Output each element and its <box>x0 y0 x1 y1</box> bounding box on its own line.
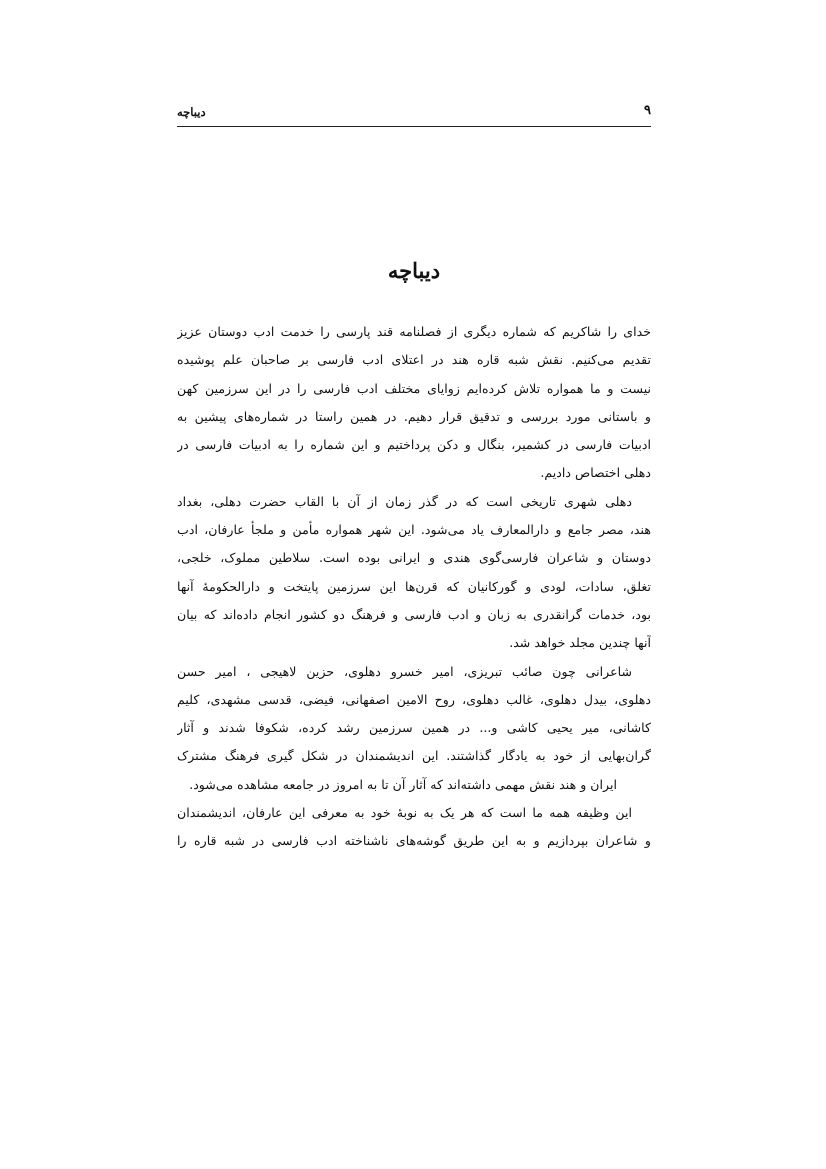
paragraph-1-line-1: خدای را شاکریم که شماره دیگری از فصلنامه قند پارسی را خدمت ادب دوستان عزیز <box>177 324 651 339</box>
page-number: ۹ <box>644 103 651 118</box>
paragraph-1-line-4: و باستانی مورد بررسی و تدقیق قرار دهیم. در همین راستا در شماره‌های پیشین به <box>177 408 651 424</box>
paragraph-1-line-5: ادبیات فارسی در کشمیر، بنگال و دکن پرداختیم و این شماره را به ادبیات فارسی در <box>177 437 651 453</box>
paragraph-4-line-1: این وظیفه همه ما است که هر یک به نوبهٔ خود به معرفی این عارفان، اندیشمندان <box>177 805 632 821</box>
paragraph-3-line-4: گران‌بهایی از خود به یادگار گذاشتند. این اندیشمندان در شکل گیری فرهنگ مشترک <box>177 748 651 764</box>
paragraph-3-line-1: شاعرانی چون صائب تبریزی، امیر خسرو دهلوی، حزین لاهیجی ، امیر حسن <box>177 663 632 679</box>
paragraph-2-line-6: آنها چندین مجلد خواهد شد. <box>509 635 651 651</box>
running-title: دیباچه <box>177 105 206 119</box>
paragraph-3-line-5: ایران و هند نقش مهمی داشته‌اند که آثار آن تا به امروز در جامعه مشاهده می‌شود. <box>189 776 617 792</box>
paragraph-2-line-2: هند، مصر جامع و دارالمعارف یاد می‌شود. این شهر همواره مأمن و ملجأ عارفان، ادب <box>177 522 651 538</box>
paragraph-2-line-1: دهلی شهری تاریخی است که در گذر زمان از آن با القاب حضرت دهلی، بغداد <box>177 493 632 509</box>
paragraph-2-line-4: تغلق، سادات، لودی و گورکانیان که قرن‌ها این سرزمین پایتخت و دارالحکومهٔ آنها <box>177 578 651 594</box>
paragraph-3-line-2: دهلوی، بیدل دهلوی، غالب دهلوی، روح الامین اصفهانی، فیضی، قدسی مشهدی، کلیم <box>177 691 651 707</box>
paragraph-1-line-6: دهلی اختصاص دادیم. <box>540 465 651 481</box>
paragraph-1-line-2: تقدیم می‌کنیم. نقش شبه قاره هند در اعتلای ادب فارسی بر صاحبان علم پوشیده <box>177 352 651 368</box>
paragraph-2-line-5: بود، خدمات گرانقدری به زبان و ادب فارسی و فرهنگ دو کشور انجام داده‌اند که بیان <box>177 606 651 622</box>
body-text <box>177 318 651 856</box>
paragraph-4-line-2: و شاعران بپردازیم و به این طریق گوشه‌های ناشناخته ادب فارسی در شبه قاره را <box>177 833 651 849</box>
page-header <box>177 100 651 127</box>
chapter-title: دیباچه <box>387 258 441 283</box>
paragraph-2-line-3: دوستان و شاعران فارسی‌گوی هندی و ایرانی بوده است. سلاطین مملوک، خلجی، <box>177 550 651 566</box>
paragraph-3-line-3: کاشانی، میر یحیی کاشی و... در همین سرزمین رشد کرده، شکوفا شدند و آثار <box>177 720 651 736</box>
paragraph-1-line-3: نیست و ما همواره تلاش کرده‌ایم زوایای مختلف ادب فارسی را در این سرزمین کهن <box>177 380 651 396</box>
